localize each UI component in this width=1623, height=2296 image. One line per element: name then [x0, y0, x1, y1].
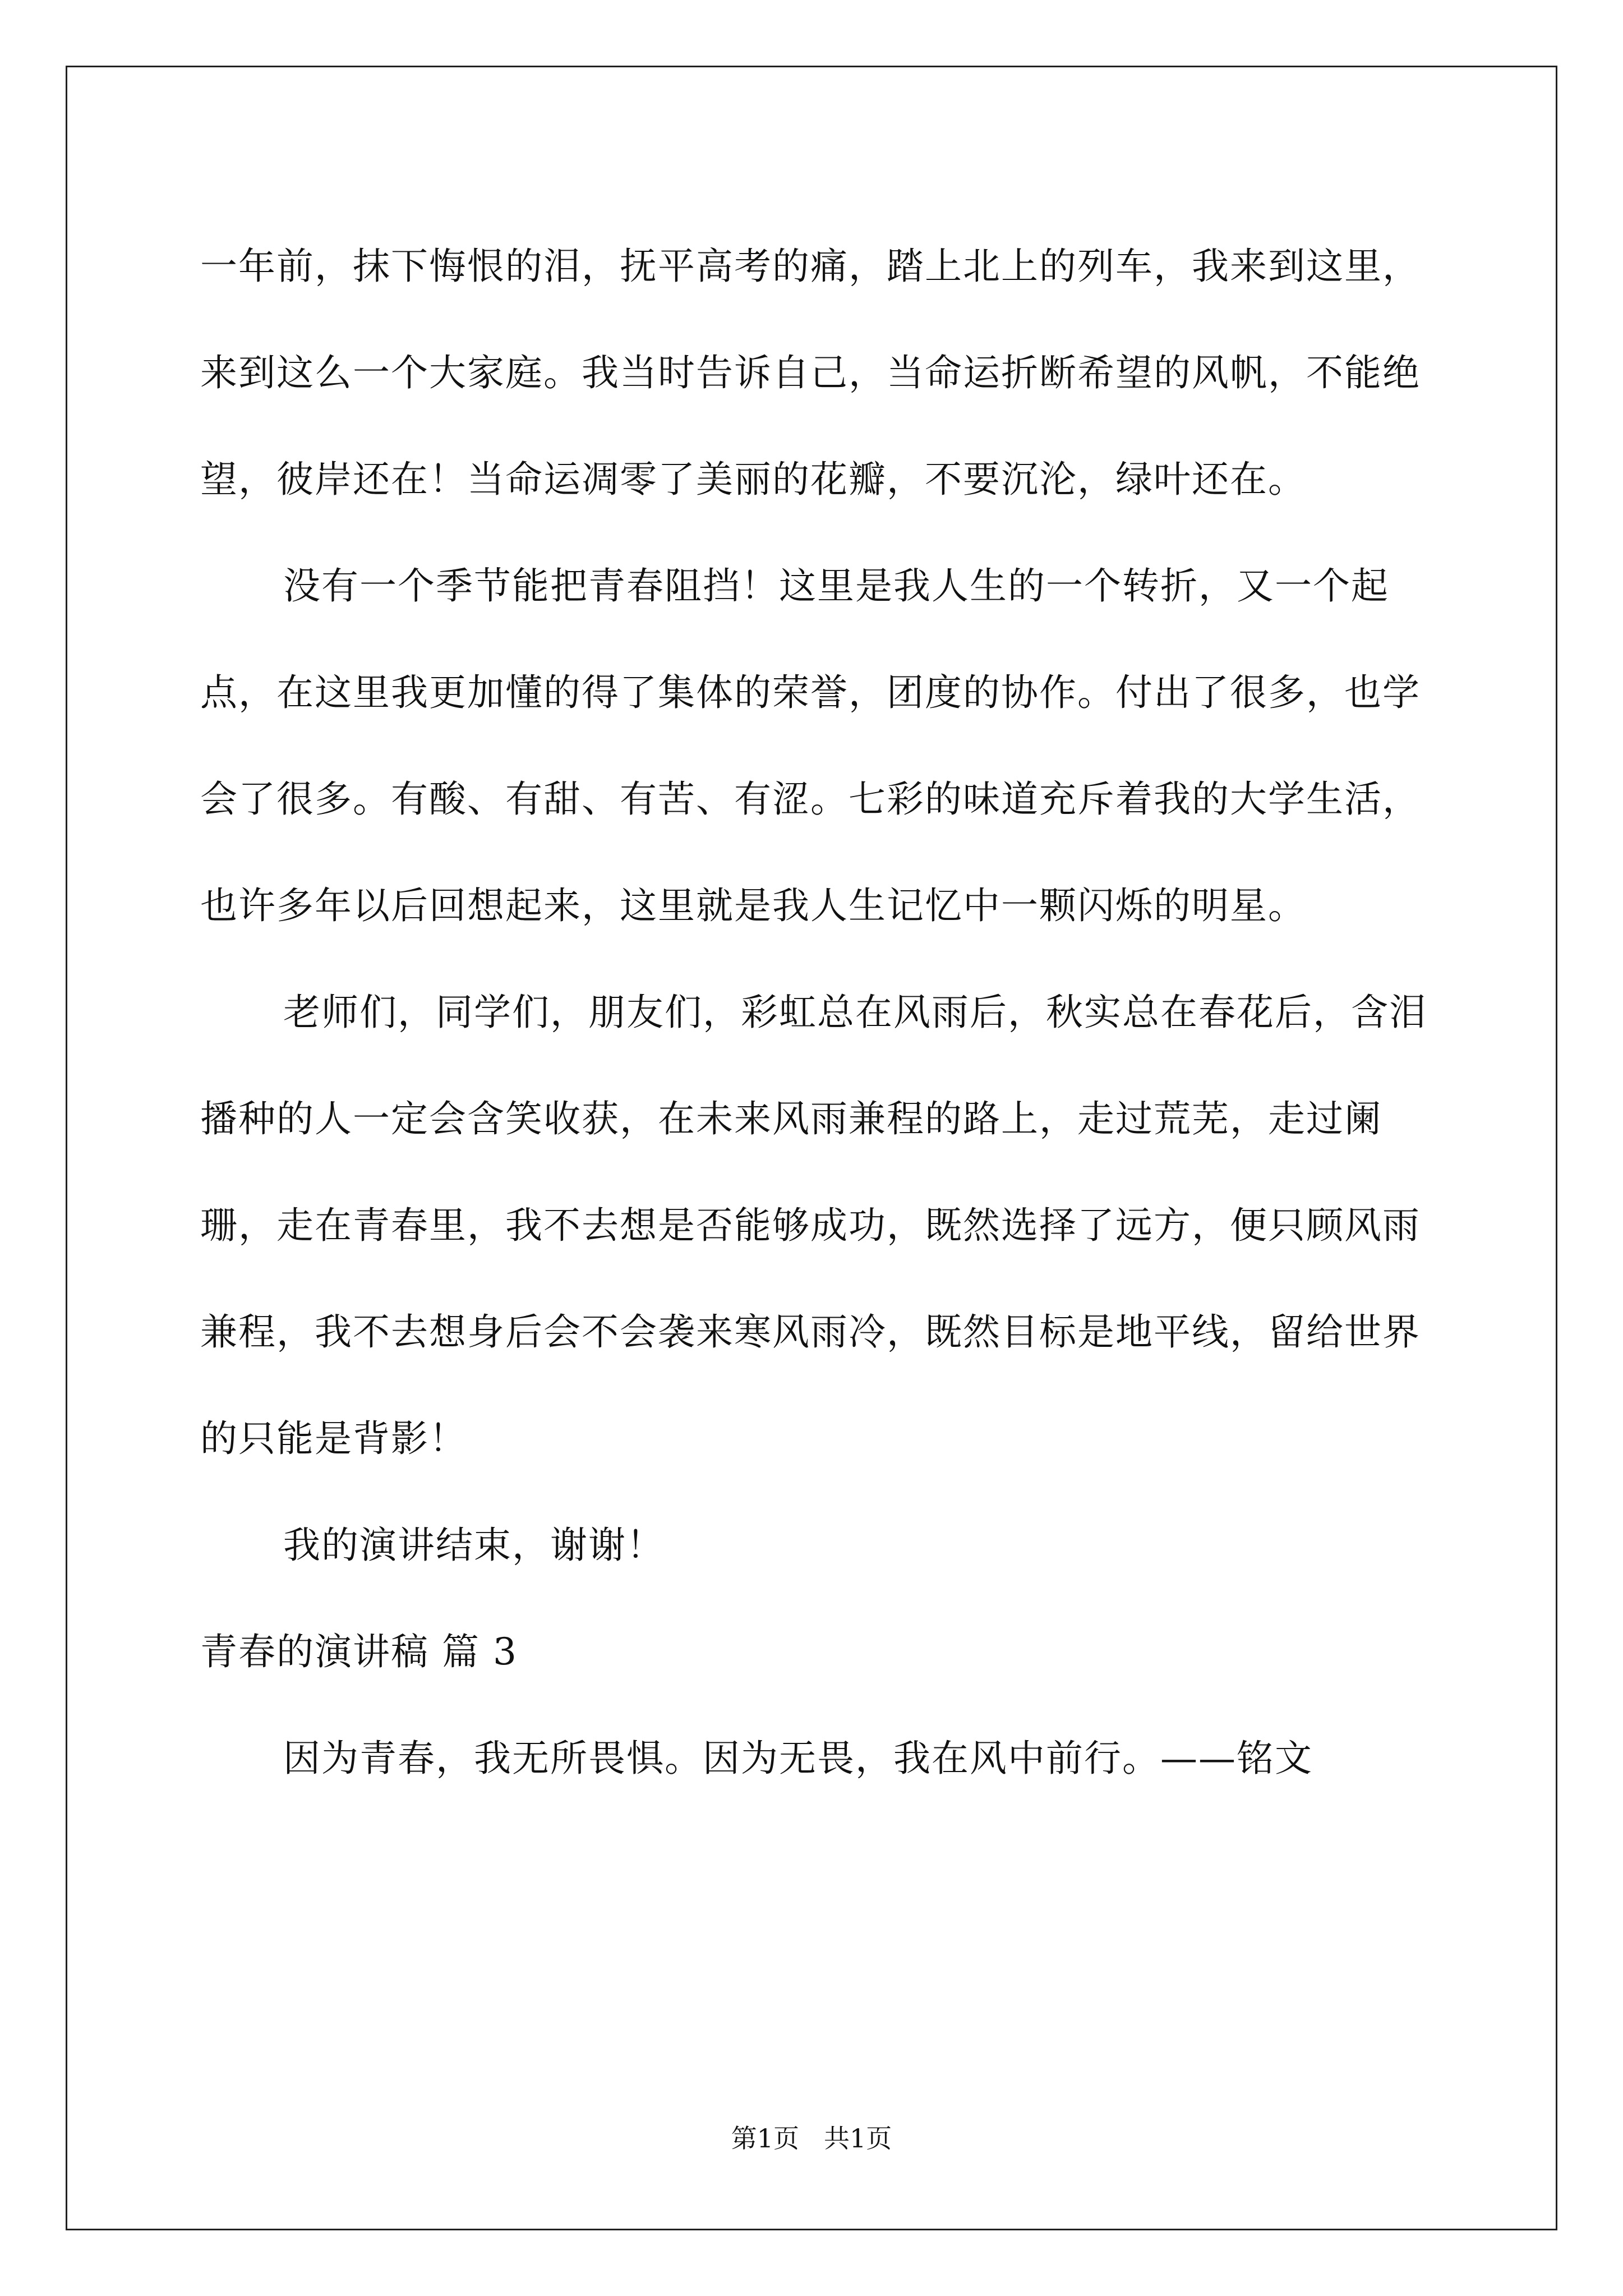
page-number: 第1页 — [731, 2123, 800, 2154]
page-footer — [0, 2118, 1623, 2155]
page-total: 共1页 — [823, 2123, 892, 2154]
section-paragraph: 因为青春，我无所畏惧。因为无畏，我在风中前行。——铭文 — [283, 1737, 1313, 1780]
paragraph-1: 一年前，抹下悔恨的泪，抚平高考的痛，踏上北上的列车，我来到这里，来到这么一个大家庭。我当时告诉自己，当命运折断希望的风帆，不能绝望，彼岸还在！当命运凋零了美丽的花瓣，不要沉沦，绿叶还在。 — [200, 245, 1421, 501]
paragraph-3: 老师们，同学们，朋友们，彩虹总在风雨后，秋实总在春花后，含泪播种的人一定会含笑收获，在未来风雨兼程的路上，走过荒芜，走过阑珊，走在青春里，我不去想是否能够成功，既然选择了远方，便只顾风雨兼程，我不去想身后会不会袭来寒风雨冷，既然目标是地平线，留给世界的只能是背影！ — [200, 991, 1427, 1460]
document-body — [200, 213, 1434, 1812]
paragraph-4: 我的演讲结束，谢谢！ — [283, 1524, 665, 1567]
paragraph-2: 没有一个季节能把青春阻挡！这里是我人生的一个转折，又一个起点，在这里我更加懂的得了集体的荣誉，团度的协作。付出了很多，也学会了很多。有酸、有甜、有苦、有涩。七彩的味道充斥着我的大学生活，也许多年以后回想起来，这里就是我人生记忆中一颗闪烁的明星。 — [200, 564, 1421, 927]
section-heading: 青春的演讲稿 篇 3 — [200, 1630, 518, 1673]
